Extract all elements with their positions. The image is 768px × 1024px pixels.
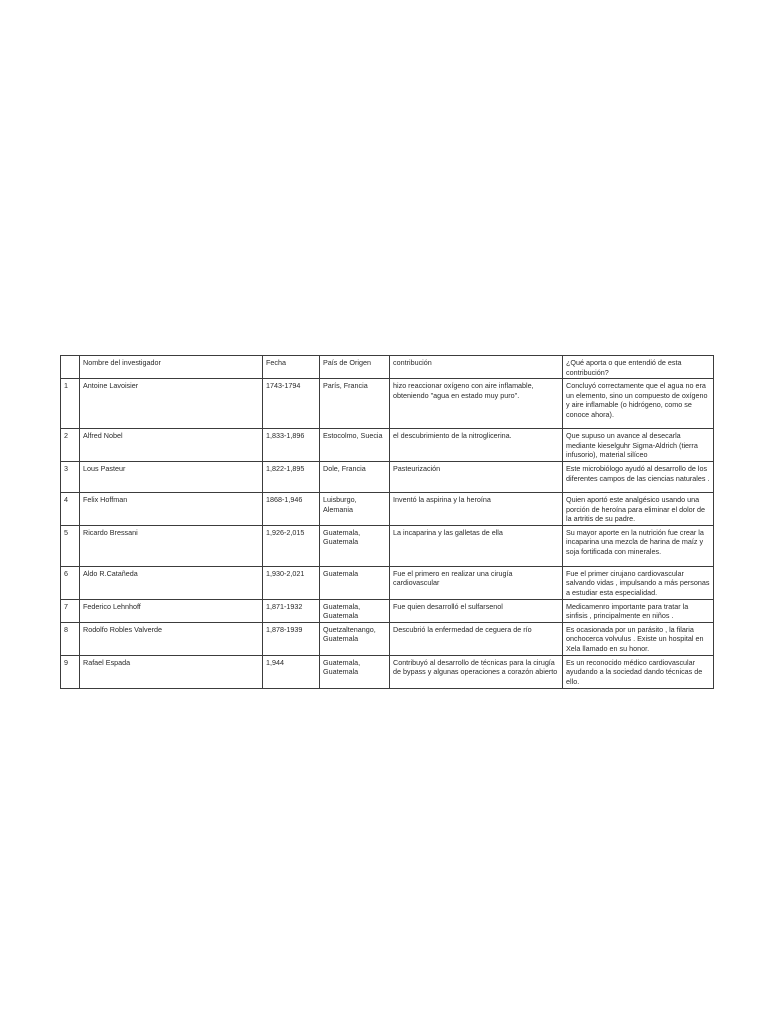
row-contribution: Fue el primero en realizar una cirugía cardiovascular [390,566,563,599]
row-name: Rafael Espada [80,655,263,688]
row-date: 1868-1,946 [263,492,320,525]
header-country: País de Origen [320,356,390,379]
row-name: Rodolfo Robles Valverde [80,622,263,655]
row-name: Lous Pasteur [80,461,263,492]
row-country: Dole, Francia [320,461,390,492]
table-row [61,461,714,492]
table-row [61,599,714,622]
header-date: Fecha [263,356,320,379]
row-opinion: Quien aportó este analgésico usando una porción de heroína para eliminar el dolor de la artritis de su padre. [563,492,714,525]
table-row [61,655,714,688]
row-number: 6 [61,566,80,599]
row-number: 1 [61,379,80,429]
table-header-row [61,356,714,379]
row-country: Guatemala, Guatemala [320,655,390,688]
row-name: Antoine Lavoisier [80,379,263,429]
row-name: Federico Lehnhoff [80,599,263,622]
header-opinion: ¿Qué aporta o que entendió de esta contribución? [563,356,714,379]
row-number: 9 [61,655,80,688]
row-name: Aldo R.Catañeda [80,566,263,599]
row-number: 3 [61,461,80,492]
row-date: 1743-1794 [263,379,320,429]
row-contribution: Fue quien desarrolló el sulfarsenol [390,599,563,622]
row-opinion: Que supuso un avance al desecarla mediante kieselguhr Sigma-Aldrich (tierra infusorio), material silíceo [563,429,714,462]
table-row [61,525,714,566]
row-opinion: Es ocasionada por un parásito , la filaria onchocerca volvulus . Existe un hospital en Xela llamado en su honor. [563,622,714,655]
row-opinion: Es un reconocido médico cardiovascular ayudando a la sociedad dando técnicas de ello. [563,655,714,688]
row-country: Guatemala, Guatemala [320,599,390,622]
row-date: 1,926-2,015 [263,525,320,566]
table-row [61,622,714,655]
row-date: 1,833-1,896 [263,429,320,462]
row-country: Guatemala [320,566,390,599]
row-name: Alfred Nobel [80,429,263,462]
row-contribution: La incaparina y las galletas de ella [390,525,563,566]
row-contribution: el descubrimiento de la nitroglicerina. [390,429,563,462]
row-contribution: Pasteurización [390,461,563,492]
row-country: Quetzaltenango, Guatemala [320,622,390,655]
row-name: Ricardo Bressani [80,525,263,566]
researchers-table [60,355,714,689]
row-contribution: hizo reaccionar oxígeno con aire inflamable, obteniendo "agua en estado muy puro". [390,379,563,429]
table-row [61,492,714,525]
row-opinion: Su mayor aporte en la nutrición fue crear la incaparina una mezcla de harina de maíz y soja fortificada con minerales. [563,525,714,566]
row-country: París, Francia [320,379,390,429]
row-country: Estocolmo, Suecia [320,429,390,462]
row-country: Guatemala, Guatemala [320,525,390,566]
row-number: 8 [61,622,80,655]
row-date: 1,930-2,021 [263,566,320,599]
row-number: 2 [61,429,80,462]
row-date: 1,871-1932 [263,599,320,622]
row-opinion: Este microbiólogo ayudó al desarrollo de los diferentes campos de las ciencias naturales . [563,461,714,492]
row-date: 1,878-1939 [263,622,320,655]
row-opinion: Fue el primer cirujano cardiovascular salvando vidas , impulsando a más personas a estudiar esta especialidad. [563,566,714,599]
row-opinion: Concluyó correctamente que el agua no era un elemento, sino un compuesto de oxígeno y aire inflamable (o hidrógeno, como se conoce ahora). [563,379,714,429]
table-row [61,429,714,462]
table-row [61,379,714,429]
row-contribution: Contribuyó al desarrollo de técnicas para la cirugía de bypass y algunas operaciones a corazón abierto [390,655,563,688]
row-country: Luisburgo, Alemania [320,492,390,525]
row-number: 7 [61,599,80,622]
row-date: 1,822-1,895 [263,461,320,492]
table-row [61,566,714,599]
row-contribution: Descubrió la enfermedad de ceguera de río [390,622,563,655]
header-name: Nombre del investigador [80,356,263,379]
row-name: Felix Hoffman [80,492,263,525]
row-date: 1,944 [263,655,320,688]
row-opinion: Medicamenro importante para tratar la sinfisis , principalmente en niños . [563,599,714,622]
row-number: 5 [61,525,80,566]
header-number [61,356,80,379]
row-number: 4 [61,492,80,525]
header-contribution: contribución [390,356,563,379]
row-contribution: Inventó la aspirina y la heroína [390,492,563,525]
